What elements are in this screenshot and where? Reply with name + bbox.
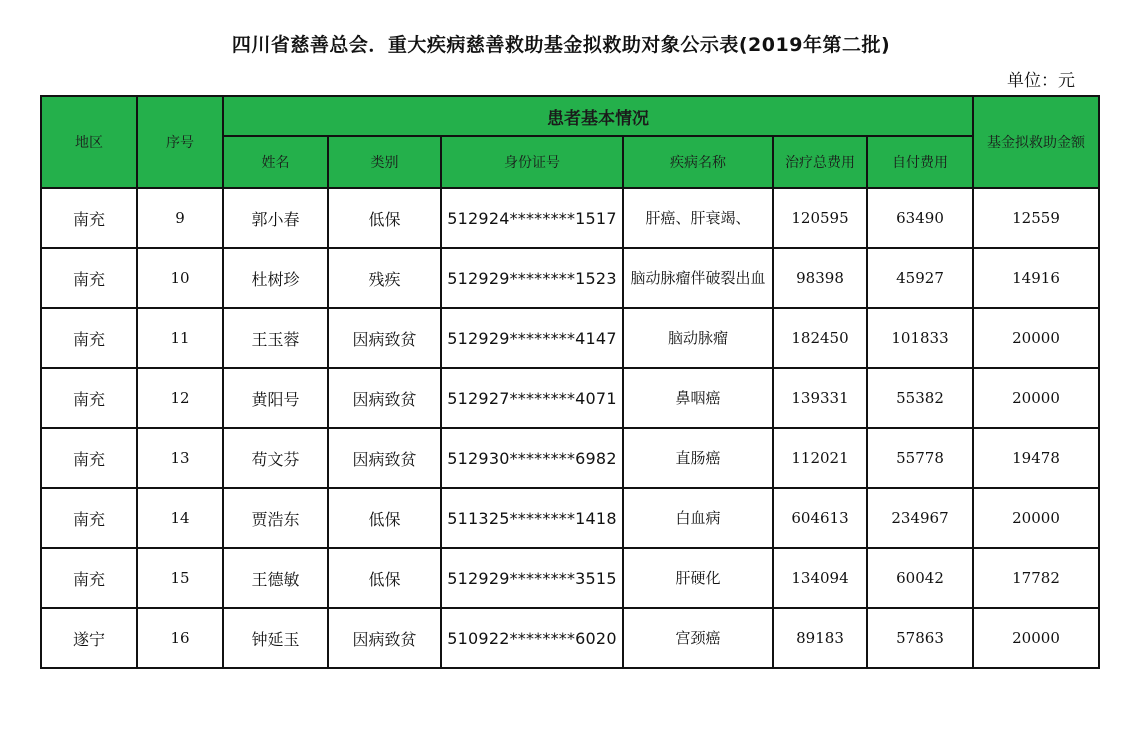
cell-id-number: 512930********6982: [441, 428, 623, 488]
cell-self-paid: 57863: [867, 608, 973, 668]
cell-self-paid: 55778: [867, 428, 973, 488]
table-row: [41, 368, 1099, 428]
cell-seq: 15: [137, 548, 223, 608]
cell-id-number: 510922********6020: [441, 608, 623, 668]
cell-category: 因病致贫: [328, 368, 441, 428]
cell-disease: 肝硬化: [623, 548, 773, 608]
cell-category: 因病致贫: [328, 608, 441, 668]
cell-seq: 12: [137, 368, 223, 428]
cell-self-paid: 101833: [867, 308, 973, 368]
header-seq: 序号: [137, 96, 223, 188]
cell-category: 残疾: [328, 248, 441, 308]
header-patient-info: 患者基本情况: [223, 96, 973, 136]
cell-id-number: 512924********1517: [441, 188, 623, 248]
cell-name: 贾浩东: [223, 488, 328, 548]
cell-fund-amount: 20000: [973, 368, 1099, 428]
cell-category: 低保: [328, 548, 441, 608]
cell-region: 南充: [41, 368, 137, 428]
cell-category: 低保: [328, 488, 441, 548]
cell-seq: 9: [137, 188, 223, 248]
header-self-paid: 自付费用: [867, 136, 973, 188]
cell-name: 钟延玉: [223, 608, 328, 668]
cell-total-cost: 120595: [773, 188, 867, 248]
cell-fund-amount: 17782: [973, 548, 1099, 608]
table-row: [41, 428, 1099, 488]
cell-name: 王玉蓉: [223, 308, 328, 368]
cell-total-cost: 98398: [773, 248, 867, 308]
cell-disease: 白血病: [623, 488, 773, 548]
cell-name: 郭小春: [223, 188, 328, 248]
cell-self-paid: 234967: [867, 488, 973, 548]
cell-disease: 鼻咽癌: [623, 368, 773, 428]
header-total-cost: 治疗总费用: [773, 136, 867, 188]
cell-self-paid: 45927: [867, 248, 973, 308]
cell-id-number: 512929********4147: [441, 308, 623, 368]
cell-region: 南充: [41, 548, 137, 608]
cell-region: 南充: [41, 188, 137, 248]
cell-total-cost: 604613: [773, 488, 867, 548]
table-row: [41, 488, 1099, 548]
cell-name: 苟文芬: [223, 428, 328, 488]
cell-seq: 13: [137, 428, 223, 488]
cell-id-number: 512929********3515: [441, 548, 623, 608]
cell-self-paid: 63490: [867, 188, 973, 248]
cell-disease: 肝癌、肝衰竭、: [623, 188, 773, 248]
cell-seq: 11: [137, 308, 223, 368]
cell-id-number: 512927********4071: [441, 368, 623, 428]
cell-total-cost: 139331: [773, 368, 867, 428]
table-row: [41, 608, 1099, 668]
cell-seq: 14: [137, 488, 223, 548]
cell-region: 南充: [41, 248, 137, 308]
header-fund-amount: 基金拟救助金额: [973, 96, 1099, 188]
page-title: 四川省慈善总会．重大疾病慈善救助基金拟救助对象公示表(2019年第二批): [231, 34, 891, 56]
cell-name: 杜树珍: [223, 248, 328, 308]
table-row: [41, 548, 1099, 608]
header-disease: 疾病名称: [623, 136, 773, 188]
cell-fund-amount: 20000: [973, 608, 1099, 668]
cell-name: 黄阳号: [223, 368, 328, 428]
cell-fund-amount: 20000: [973, 488, 1099, 548]
cell-disease: 宫颈癌: [623, 608, 773, 668]
cell-self-paid: 60042: [867, 548, 973, 608]
header-name: 姓名: [223, 136, 328, 188]
cell-fund-amount: 12559: [973, 188, 1099, 248]
cell-total-cost: 182450: [773, 308, 867, 368]
cell-fund-amount: 19478: [973, 428, 1099, 488]
cell-category: 因病致贫: [328, 308, 441, 368]
cell-name: 王德敏: [223, 548, 328, 608]
cell-region: 南充: [41, 488, 137, 548]
unit-label: 单位：元: [1007, 71, 1075, 91]
table-row: [41, 308, 1099, 368]
cell-total-cost: 112021: [773, 428, 867, 488]
cell-disease: 脑动脉瘤: [623, 308, 773, 368]
header-category: 类别: [328, 136, 441, 188]
table-header: [41, 96, 1099, 188]
cell-self-paid: 55382: [867, 368, 973, 428]
cell-disease: 脑动脉瘤伴破裂出血: [623, 248, 773, 308]
cell-id-number: 511325********1418: [441, 488, 623, 548]
cell-category: 因病致贫: [328, 428, 441, 488]
header-region: 地区: [41, 96, 137, 188]
relief-table: [40, 95, 1100, 669]
cell-seq: 10: [137, 248, 223, 308]
cell-region: 南充: [41, 428, 137, 488]
table-row: [41, 248, 1099, 308]
table-body: [41, 188, 1099, 668]
cell-total-cost: 89183: [773, 608, 867, 668]
cell-id-number: 512929********1523: [441, 248, 623, 308]
cell-region: 遂宁: [41, 608, 137, 668]
cell-disease: 直肠癌: [623, 428, 773, 488]
cell-total-cost: 134094: [773, 548, 867, 608]
header-id-number: 身份证号: [441, 136, 623, 188]
cell-region: 南充: [41, 308, 137, 368]
cell-category: 低保: [328, 188, 441, 248]
cell-fund-amount: 14916: [973, 248, 1099, 308]
table-row: [41, 188, 1099, 248]
cell-fund-amount: 20000: [973, 308, 1099, 368]
cell-seq: 16: [137, 608, 223, 668]
